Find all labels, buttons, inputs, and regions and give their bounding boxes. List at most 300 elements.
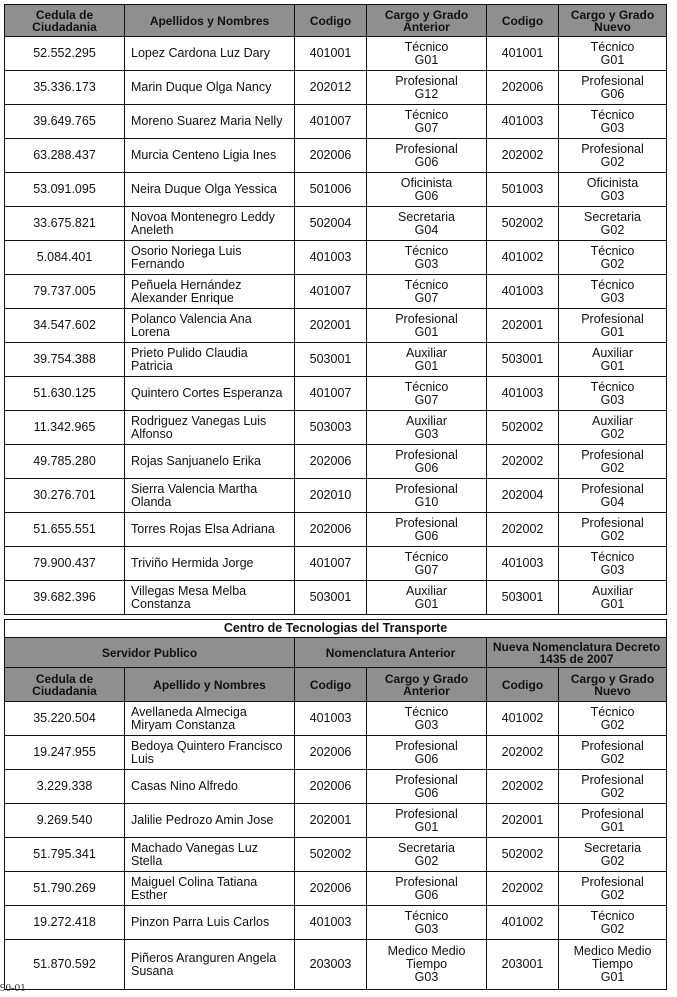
grade-new-text: G02 — [600, 426, 625, 441]
code-old-text: 202001 — [309, 813, 352, 827]
id-text: 9.269.540 — [36, 813, 93, 827]
code-new-text: 203001 — [501, 957, 544, 971]
name-cell — [125, 105, 295, 139]
grade-old-text: G01 — [414, 596, 439, 611]
pos-old-text: Profesional — [395, 874, 458, 889]
pos-new-text: Auxiliar — [592, 345, 633, 360]
position-old-cell — [367, 513, 487, 547]
pos-old-text: Profesional — [395, 73, 458, 88]
personnel-table-2 — [4, 619, 667, 990]
pos-old-text: Técnico — [404, 39, 449, 54]
grade-old-text: G10 — [414, 494, 439, 509]
code-new-cell — [487, 275, 559, 309]
name-text: Rodriguez Vanegas Luis Alfonso — [131, 413, 267, 441]
code-old-text: 202006 — [309, 779, 352, 793]
grade-old-text: G06 — [414, 785, 439, 800]
code-old-cell — [295, 445, 367, 479]
grade-old-text: G01 — [414, 358, 439, 373]
id-cell — [5, 275, 125, 309]
grade-new-text: G02 — [600, 853, 625, 868]
code-new-text: 202002 — [501, 881, 544, 895]
position-old-cell — [367, 770, 487, 804]
grade-new-text: G02 — [600, 887, 625, 902]
code-new-text: 502002 — [501, 420, 544, 434]
position-old-cell — [367, 872, 487, 906]
code-old-text: 401001 — [309, 46, 352, 60]
grade-old-text: G01 — [414, 819, 439, 834]
code-old-cell — [295, 275, 367, 309]
name-cell — [125, 241, 295, 275]
code-new-text: 401002 — [501, 250, 544, 264]
id-text: 39.682.396 — [33, 590, 96, 604]
code-new-cell — [487, 207, 559, 241]
code-old-text: 202006 — [309, 881, 352, 895]
name-cell — [125, 872, 295, 906]
code-new-cell — [487, 872, 559, 906]
pos-new-text: Técnico — [590, 107, 635, 122]
table-row — [5, 275, 667, 309]
grade-new-text: G04 — [600, 494, 625, 509]
name-text: Sierra Valencia Martha Olanda — [131, 481, 258, 509]
grade-old-text: G07 — [414, 392, 439, 407]
pos-new-text: Secretaria — [584, 840, 642, 855]
table-row — [5, 547, 667, 581]
name-cell — [125, 838, 295, 872]
header-code-new: Codigo — [487, 5, 559, 37]
grade-new-text: G01 — [600, 970, 625, 984]
name-text: Murcia Centeno Ligia Ines — [131, 148, 277, 162]
header-position-old: Cargo y Grado Anterior — [367, 668, 487, 702]
position-old-cell — [367, 804, 487, 838]
grade-new-text: G02 — [600, 528, 625, 543]
code-old-text: 502002 — [309, 847, 352, 861]
code-old-text: 202006 — [309, 522, 352, 536]
name-cell — [125, 736, 295, 770]
code-new-cell — [487, 105, 559, 139]
position-new-cell — [559, 770, 667, 804]
position-old-cell — [367, 411, 487, 445]
header-id: Cedula de Ciudadania — [5, 668, 125, 702]
table-row — [5, 207, 667, 241]
name-text: Machado Vanegas Luz Stella — [131, 840, 258, 868]
pos-new-text: Profesional — [581, 772, 644, 787]
table-row — [5, 736, 667, 770]
id-cell — [5, 411, 125, 445]
name-cell — [125, 581, 295, 615]
grade-new-text: G03 — [600, 562, 625, 577]
pos-old-text: Secretaria — [398, 840, 455, 855]
grade-new-text: G01 — [600, 324, 625, 339]
table-row — [5, 173, 667, 207]
header-name: Apellidos y Nombres — [125, 5, 295, 37]
grade-new-text: G02 — [600, 222, 625, 237]
pos-old-text: Técnico — [404, 704, 449, 719]
grade-old-text: G06 — [414, 751, 439, 766]
grade-old-text: G01 — [414, 324, 439, 339]
id-cell — [5, 309, 125, 343]
grade-new-text: G02 — [600, 921, 625, 936]
pos-new-text: Técnico — [590, 243, 635, 258]
position-new-cell — [559, 309, 667, 343]
code-old-text: 401003 — [309, 915, 352, 929]
code-old-text: 401007 — [309, 114, 352, 128]
code-new-text: 401003 — [501, 556, 544, 570]
name-cell — [125, 71, 295, 105]
code-new-cell — [487, 37, 559, 71]
code-old-cell — [295, 241, 367, 275]
grade-new-text: G02 — [600, 785, 625, 800]
name-cell — [125, 804, 295, 838]
code-old-text: 502004 — [309, 216, 352, 230]
pos-new-text: Profesional — [581, 874, 644, 889]
id-text: 35.220.504 — [33, 711, 96, 725]
table-row — [5, 804, 667, 838]
code-old-cell — [295, 139, 367, 173]
pos-old-text: Técnico — [404, 908, 449, 923]
position-new-cell — [559, 445, 667, 479]
table-row — [5, 445, 667, 479]
code-old-text: 202001 — [309, 318, 352, 332]
name-text: Polanco Valencia Ana Lorena — [131, 311, 252, 339]
code-new-text: 202002 — [501, 454, 544, 468]
code-new-cell — [487, 479, 559, 513]
table-row — [5, 513, 667, 547]
grade-old-text: G06 — [414, 887, 439, 902]
grade-old-text: G03 — [414, 256, 439, 271]
name-text: Maiguel Colina Tatiana Esther — [131, 874, 258, 902]
pos-old-text: Técnico — [404, 379, 449, 394]
table-row — [5, 139, 667, 173]
id-cell — [5, 377, 125, 411]
table-row — [5, 411, 667, 445]
id-text: 79.737.005 — [33, 284, 96, 298]
grade-old-text: G03 — [414, 921, 439, 936]
personnel-table-1 — [4, 4, 667, 615]
pos-new-text: Secretaria — [584, 209, 641, 224]
code-old-text: 401007 — [309, 556, 352, 570]
id-cell — [5, 343, 125, 377]
id-text: 52.552.295 — [33, 46, 96, 60]
code-new-text: 503001 — [501, 352, 544, 366]
name-text: Osorio Noriega Luis Fernando — [131, 243, 242, 271]
code-old-text: 501006 — [309, 182, 352, 196]
name-text: Bedoya Quintero Francisco Luis — [131, 738, 283, 766]
grade-old-text: G03 — [414, 717, 439, 732]
pos-old-text: Profesional — [395, 515, 458, 530]
position-old-cell — [367, 105, 487, 139]
code-new-cell — [487, 139, 559, 173]
code-old-cell — [295, 173, 367, 207]
code-new-text: 202002 — [501, 779, 544, 793]
code-old-cell — [295, 479, 367, 513]
id-cell — [5, 581, 125, 615]
position-new-cell — [559, 872, 667, 906]
id-cell — [5, 906, 125, 940]
id-cell — [5, 139, 125, 173]
id-text: 49.785.280 — [33, 454, 96, 468]
table-row — [5, 105, 667, 139]
pos-old-text: Profesional — [395, 481, 458, 496]
name-text: Novoa Montenegro Leddy Aneleth — [131, 209, 275, 237]
position-new-cell — [559, 173, 667, 207]
name-text: Villegas Mesa Melba Constanza — [131, 583, 247, 611]
code-new-cell — [487, 377, 559, 411]
table-row — [5, 479, 667, 513]
header-code-new: Codigo — [487, 668, 559, 702]
position-old-cell — [367, 173, 487, 207]
name-cell — [125, 547, 295, 581]
code-new-cell — [487, 547, 559, 581]
grade-old-text: G06 — [414, 154, 439, 169]
position-old-cell — [367, 37, 487, 71]
code-new-cell — [487, 445, 559, 479]
position-new-cell — [559, 702, 667, 736]
table-row — [5, 37, 667, 71]
code-new-text: 202001 — [501, 318, 544, 332]
code-new-text: 401003 — [501, 386, 544, 400]
pos-new-text: Profesional — [581, 481, 644, 496]
name-text: Rojas Sanjuanelo Erika — [131, 454, 261, 468]
name-cell — [125, 411, 295, 445]
code-new-cell — [487, 581, 559, 615]
pos-new-text: Auxiliar — [592, 413, 633, 428]
code-old-cell — [295, 736, 367, 770]
grade-new-text: G02 — [600, 460, 625, 475]
code-new-text: 202002 — [501, 745, 544, 759]
name-cell — [125, 479, 295, 513]
position-old-cell — [367, 275, 487, 309]
grade-old-text: G03 — [414, 970, 439, 984]
code-old-text: 401003 — [309, 250, 352, 264]
header-id: Cedula de Ciudadania — [5, 5, 125, 37]
code-new-text: 401002 — [501, 711, 544, 725]
position-new-cell — [559, 581, 667, 615]
name-text: Triviño Hermida Jorge — [131, 556, 254, 570]
code-old-text: 503003 — [309, 420, 352, 434]
id-cell — [5, 479, 125, 513]
code-old-text: 503001 — [309, 352, 352, 366]
id-text: 30.276.701 — [33, 488, 96, 502]
pos-old-text: Técnico — [404, 277, 449, 292]
grade-old-text: G06 — [414, 188, 439, 203]
code-old-cell — [295, 309, 367, 343]
code-new-text: 202004 — [501, 488, 544, 502]
pos-new-text: Profesional — [581, 447, 644, 462]
id-text: 33.675.821 — [33, 216, 96, 230]
code-new-cell — [487, 411, 559, 445]
position-old-cell — [367, 838, 487, 872]
position-old-cell — [367, 309, 487, 343]
code-old-text: 202006 — [309, 454, 352, 468]
code-new-cell — [487, 736, 559, 770]
grade-new-text: G01 — [600, 819, 625, 834]
position-new-cell — [559, 736, 667, 770]
id-cell — [5, 872, 125, 906]
pos-old-text: Medico Medio Tiempo — [387, 944, 466, 971]
grade-old-text: G02 — [414, 853, 439, 868]
position-new-cell — [559, 241, 667, 275]
name-text: Avellaneda Almeciga Miryam Constanza — [131, 704, 247, 732]
code-old-text: 401007 — [309, 386, 352, 400]
table-row — [5, 770, 667, 804]
name-text: Moreno Suarez Maria Nelly — [131, 114, 283, 128]
id-cell — [5, 702, 125, 736]
id-text: 11.342.965 — [33, 420, 96, 434]
position-new-cell — [559, 105, 667, 139]
position-new-cell — [559, 838, 667, 872]
name-cell — [125, 173, 295, 207]
table-row — [5, 702, 667, 736]
header-code-old: Codigo — [295, 5, 367, 37]
pos-new-text: Profesional — [581, 515, 644, 530]
code-new-text: 502002 — [501, 847, 544, 861]
table-row — [5, 309, 667, 343]
pos-old-text: Auxiliar — [406, 345, 447, 360]
code-old-cell — [295, 207, 367, 241]
pos-new-text: Técnico — [590, 704, 635, 719]
grade-new-text: G03 — [600, 290, 625, 305]
name-cell — [125, 377, 295, 411]
id-cell — [5, 173, 125, 207]
grade-old-text: G12 — [414, 86, 439, 101]
pos-old-text: Técnico — [404, 243, 449, 258]
id-cell — [5, 105, 125, 139]
name-cell — [125, 513, 295, 547]
code-new-text: 501003 — [501, 182, 544, 196]
code-old-cell — [295, 513, 367, 547]
grade-old-text: G01 — [414, 52, 439, 67]
pos-new-text: Técnico — [590, 379, 635, 394]
table-row — [5, 241, 667, 275]
pos-old-text: Profesional — [395, 141, 458, 156]
table-row — [5, 838, 667, 872]
header-code-old: Codigo — [295, 668, 367, 702]
grade-new-text: G02 — [600, 717, 625, 732]
pos-old-text: Profesional — [395, 447, 458, 462]
code-new-text: 401003 — [501, 114, 544, 128]
id-cell — [5, 71, 125, 105]
id-text: 34.547.602 — [33, 318, 96, 332]
code-old-cell — [295, 377, 367, 411]
pos-new-text: Profesional — [581, 311, 644, 326]
table-row — [5, 940, 667, 990]
position-old-cell — [367, 940, 487, 990]
id-cell — [5, 207, 125, 241]
grade-new-text: G03 — [600, 392, 625, 407]
id-cell — [5, 770, 125, 804]
position-old-cell — [367, 343, 487, 377]
code-new-text: 202006 — [501, 80, 544, 94]
name-text: Lopez Cardona Luz Dary — [131, 46, 270, 60]
position-new-cell — [559, 547, 667, 581]
name-text: Pinzon Parra Luis Carlos — [131, 915, 270, 929]
code-new-cell — [487, 241, 559, 275]
grade-old-text: G03 — [414, 426, 439, 441]
name-text: Jalilie Pedrozo Amin Jose — [131, 813, 274, 827]
pos-old-text: Técnico — [404, 107, 449, 122]
position-new-cell — [559, 940, 667, 990]
grade-old-text: G06 — [414, 528, 439, 543]
code-new-cell — [487, 838, 559, 872]
position-new-cell — [559, 275, 667, 309]
pos-new-text: Profesional — [581, 73, 644, 88]
pos-old-text: Profesional — [395, 738, 458, 753]
position-old-cell — [367, 377, 487, 411]
pos-old-text: Auxiliar — [406, 583, 447, 598]
table-row — [5, 581, 667, 615]
code-old-text: 202006 — [309, 745, 352, 759]
name-cell — [125, 906, 295, 940]
pos-old-text: Profesional — [395, 806, 458, 821]
code-new-text: 503001 — [501, 590, 544, 604]
code-new-text: 401003 — [501, 284, 544, 298]
id-cell — [5, 37, 125, 71]
grade-old-text: G04 — [414, 222, 439, 237]
pos-new-text: Profesional — [581, 141, 644, 156]
name-text: Casas Nino Alfredo — [131, 779, 239, 793]
code-old-cell — [295, 872, 367, 906]
table-row — [5, 71, 667, 105]
code-old-cell — [295, 37, 367, 71]
grade-new-text: G06 — [600, 86, 625, 101]
grade-new-text: G01 — [600, 596, 625, 611]
page-stamp: 90-01 — [0, 982, 26, 994]
code-old-text: 202010 — [309, 488, 352, 502]
id-cell — [5, 513, 125, 547]
id-text: 35.336.173 — [33, 80, 96, 94]
grade-new-text: G03 — [600, 120, 625, 135]
position-new-cell — [559, 411, 667, 445]
position-new-cell — [559, 377, 667, 411]
header-name: Apellido y Nombres — [125, 668, 295, 702]
code-old-cell — [295, 838, 367, 872]
code-old-cell — [295, 581, 367, 615]
id-text: 3.229.338 — [36, 779, 93, 793]
pos-old-text: Secretaria — [398, 209, 455, 224]
id-text: 51.790.269 — [33, 881, 96, 895]
pos-new-text: Profesional — [581, 738, 644, 753]
code-old-text: 401003 — [309, 711, 352, 725]
name-cell — [125, 940, 295, 990]
name-text: Peñuela Hernández Alexander Enrique — [131, 277, 242, 305]
code-new-text: 202002 — [501, 522, 544, 536]
position-new-cell — [559, 513, 667, 547]
code-new-cell — [487, 940, 559, 990]
position-new-cell — [559, 207, 667, 241]
code-old-cell — [295, 547, 367, 581]
position-old-cell — [367, 906, 487, 940]
id-cell — [5, 736, 125, 770]
group-header-old-nomenclature: Nomenclatura Anterior — [295, 638, 487, 668]
pos-old-text: Técnico — [404, 549, 449, 564]
code-new-cell — [487, 770, 559, 804]
grade-new-text: G02 — [600, 256, 625, 271]
name-text: Prieto Pulido Claudia Patricia — [131, 345, 248, 373]
id-text: 39.754.388 — [33, 352, 96, 366]
header-position-new: Cargo y Grado Nuevo — [559, 668, 667, 702]
name-cell — [125, 343, 295, 377]
pos-old-text: Auxiliar — [406, 413, 447, 428]
group-header-new-nomenclature: Nueva Nomenclatura Decreto 1435 de 2007 — [487, 638, 667, 668]
code-old-text: 503001 — [309, 590, 352, 604]
header-position-new: Cargo y Grado Nuevo — [559, 5, 667, 37]
code-new-text: 502002 — [501, 216, 544, 230]
position-new-cell — [559, 804, 667, 838]
id-text: 51.630.125 — [33, 386, 96, 400]
pos-new-text: Técnico — [590, 908, 635, 923]
code-old-text: 202012 — [309, 80, 352, 94]
position-old-cell — [367, 71, 487, 105]
